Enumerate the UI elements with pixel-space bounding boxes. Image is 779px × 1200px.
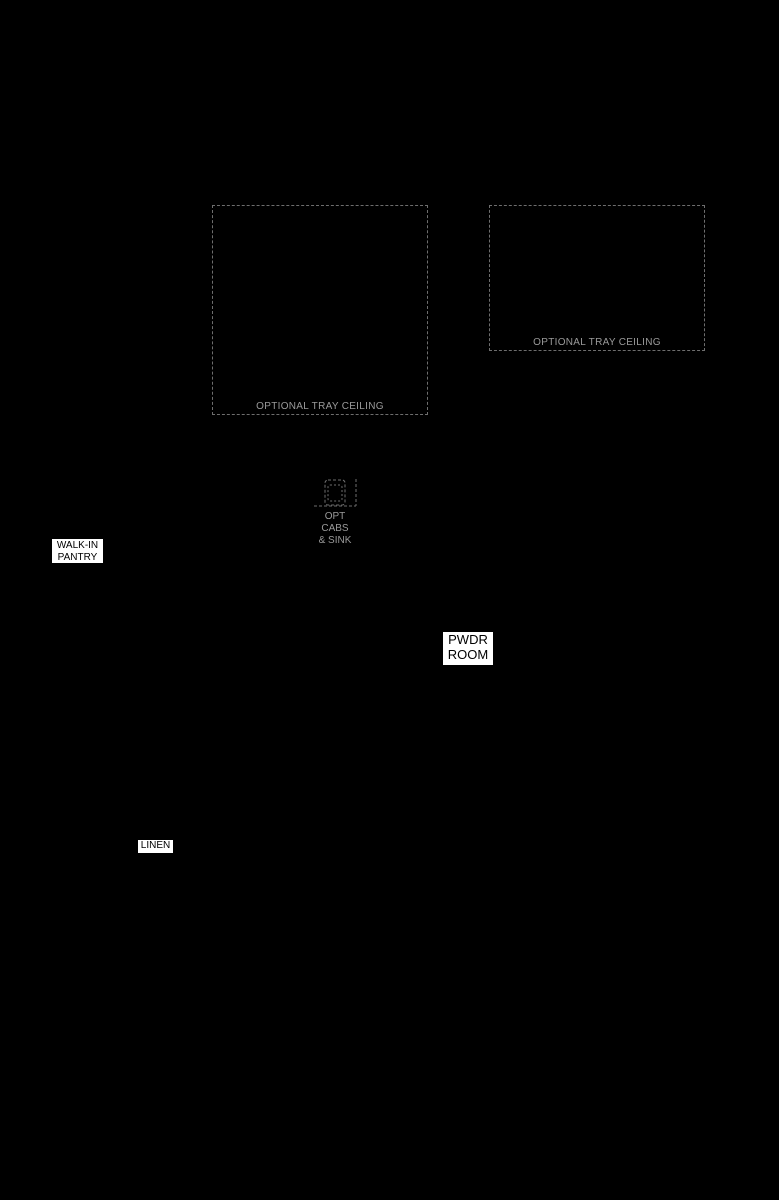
optional-sink-line-1: OPT <box>324 511 346 522</box>
powder-room-tag-line-2: ROOM <box>447 646 489 662</box>
linen-tag <box>138 840 173 853</box>
linen-tag-line-1: LINEN <box>140 840 171 851</box>
tray-ceiling-left-label: OPTIONAL TRAY CEILING <box>256 401 384 412</box>
sink-icon <box>312 478 360 510</box>
powder-room-tag <box>443 632 493 665</box>
powder-room-tag-line-1: PWDR <box>448 632 488 647</box>
pantry-tag-line-1: WALK-IN <box>56 540 99 551</box>
pantry-tag-line-2: PANTRY <box>57 551 98 563</box>
tray-ceiling-left <box>212 205 428 415</box>
tray-ceiling-right-label: OPTIONAL TRAY CEILING <box>533 337 661 348</box>
optional-sink-line-2: CABS <box>321 523 349 534</box>
pantry-tag <box>52 539 103 563</box>
optional-sink-label <box>305 511 365 547</box>
tray-ceiling-right <box>489 205 705 351</box>
optional-sink-line-3: & SINK <box>318 535 352 546</box>
